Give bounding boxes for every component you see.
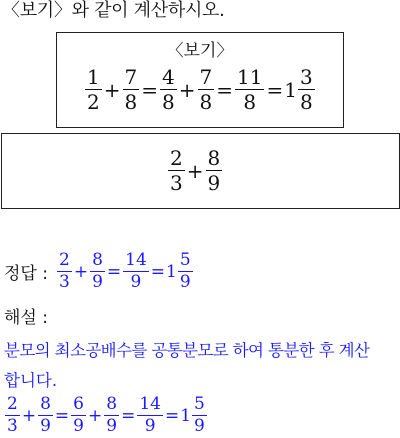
example-box-title: 〈보기〉	[166, 41, 234, 61]
fraction: $\frac{8}{9}$	[207, 146, 221, 195]
plus-sign: +	[73, 261, 89, 282]
mixed-whole: 1	[180, 405, 192, 426]
fraction: $\frac{11}{8}$	[237, 65, 263, 114]
fraction: $\frac{1}{2}$	[87, 65, 100, 114]
plus-sign: +	[178, 77, 196, 102]
problem-box	[1, 133, 400, 209]
fraction: $\frac{5}{9}$	[194, 394, 205, 436]
fraction: $\frac{2}{3}$	[7, 394, 18, 436]
problem-expression	[167, 148, 223, 193]
fraction: $\frac{6}{9}$	[73, 394, 84, 436]
mixed-whole: 1	[284, 77, 297, 102]
equals-sign: =	[54, 405, 70, 426]
answer-label: 정답 :	[4, 264, 48, 284]
fraction: $\frac{4}{8}$	[162, 65, 175, 114]
equals-sign: =	[150, 261, 166, 282]
plus-sign: +	[103, 77, 121, 102]
fraction: $\frac{5}{9}$	[179, 250, 191, 292]
plus-sign: +	[21, 405, 37, 426]
explanation-line-2: 합니다.	[4, 371, 58, 390]
instruction-text: 〈보기〉와 같이 계산하시오.	[2, 0, 225, 21]
fraction: $\frac{8}{9}$	[40, 394, 51, 436]
fraction: $\frac{7}{8}$	[124, 65, 138, 114]
answer-line	[4, 252, 194, 291]
equals-sign: =	[121, 405, 136, 426]
fraction: $\frac{14}{9}$	[125, 250, 147, 292]
equals-sign: =	[106, 261, 122, 282]
equals-sign: =	[141, 77, 158, 102]
example-box	[56, 32, 344, 128]
fraction: $\frac{2}{3}$	[170, 146, 183, 195]
explanation-line-1: 분모의 최소공배수를 공통분모로 하여 통분한 후 계산	[4, 341, 370, 360]
equals-sign: =	[164, 405, 180, 426]
fraction: $\frac{2}{3}$	[58, 250, 70, 292]
fraction: $\frac{14}{9}$	[139, 394, 161, 436]
fraction: $\frac{8}{9}$	[92, 250, 103, 292]
mixed-whole: 1	[166, 261, 177, 282]
fraction: $\frac{8}{9}$	[106, 394, 118, 436]
example-equation	[84, 67, 316, 112]
equals-sign: =	[266, 77, 284, 102]
explanation-equation	[4, 396, 208, 435]
fraction: $\frac{3}{8}$	[299, 65, 313, 114]
explanation-label: 해설 :	[4, 308, 48, 328]
plus-sign: +	[186, 158, 204, 183]
plus-sign: +	[87, 405, 103, 426]
equals-sign: =	[216, 77, 233, 102]
fraction: $\frac{7}{8}$	[199, 65, 213, 114]
